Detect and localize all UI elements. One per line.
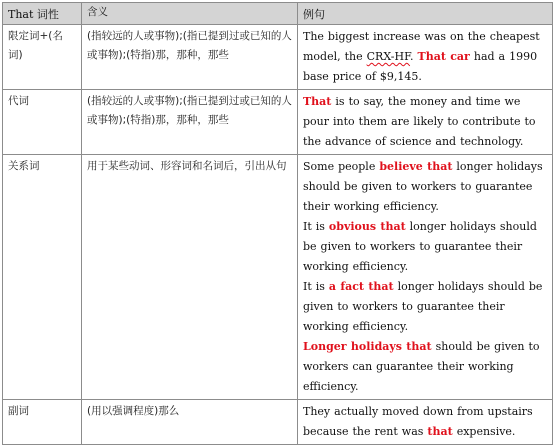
sentence-text: expensive.: [452, 425, 516, 438]
sentence-text: It is: [303, 280, 329, 293]
header-meaning: 含义: [82, 3, 298, 25]
sentence-text: should be given to workers can guarantee their working efficiency.: [303, 340, 540, 393]
cell-meaning: (用以强调程度)那么: [82, 400, 298, 445]
sentence-text: had a 1990 base price of $9,145.: [303, 50, 538, 83]
sentence-text: Some people: [303, 160, 380, 173]
cell-part-of-speech: 限定词+(名词): [3, 25, 82, 90]
sentence-text: .: [410, 50, 418, 63]
cell-part-of-speech: 关系词: [3, 155, 82, 400]
example-sentence: [303, 157, 548, 217]
row-determiner: [3, 25, 553, 90]
example-sentence: [303, 92, 548, 152]
sentence-text: The biggest increase was on the cheapest model, the: [303, 30, 540, 63]
cell-meaning: (指较远的人或事物);(指已提到过或已知的人或事物);(特指)那，那种，那些: [82, 25, 298, 90]
sentence-text: is to say, the money and time we pour into them are likely to contribute to the advance of science and technology.: [303, 95, 536, 148]
cell-examples: [298, 400, 553, 445]
highlighted-that-phrase: That: [303, 95, 332, 108]
header-row: [3, 3, 553, 25]
highlighted-that-phrase: That car: [417, 50, 470, 63]
cell-part-of-speech: 代词: [3, 90, 82, 155]
spellcheck-word: CRX-HF: [366, 50, 411, 63]
example-sentence: [303, 27, 548, 87]
row-adverb: [3, 400, 553, 445]
highlighted-that-phrase: Longer holidays that: [303, 340, 432, 353]
header-example: 例句: [298, 3, 553, 25]
that-usage-table: [2, 2, 553, 445]
cell-meaning: (指较远的人或事物);(指已提到过或已知的人或事物);(特指)那，那种，那些: [82, 90, 298, 155]
cell-meaning: 用于某些动词、形容词和名词后，引出从句: [82, 155, 298, 400]
sentence-text: longer holidays should be given to workers to guarantee their working efficiency.: [303, 280, 543, 333]
cell-part-of-speech: 副词: [3, 400, 82, 445]
sentence-text: longer holidays should be given to workers to guarantee their working efficiency.: [303, 160, 543, 213]
sentence-text: They actually moved down from upstairs because the rent was: [303, 405, 533, 438]
highlighted-that-phrase: obvious that: [328, 220, 406, 233]
example-sentence: [303, 217, 548, 277]
cell-examples: [298, 90, 553, 155]
highlighted-that-phrase: a fact that: [328, 280, 394, 293]
highlighted-that-phrase: that: [427, 425, 453, 438]
example-sentence: [303, 277, 548, 337]
row-pronoun: [3, 90, 553, 155]
sentence-text: longer holidays should be given to workers to guarantee their working efficiency.: [303, 220, 537, 273]
example-sentence: [303, 402, 548, 442]
cell-examples: [298, 25, 553, 90]
header-part-of-speech: That 词性: [3, 3, 82, 25]
sentence-text: It is: [303, 220, 329, 233]
row-relative: [3, 155, 553, 400]
example-sentence: [303, 337, 548, 397]
cell-examples: [298, 155, 553, 400]
highlighted-that-phrase: believe that: [379, 160, 453, 173]
